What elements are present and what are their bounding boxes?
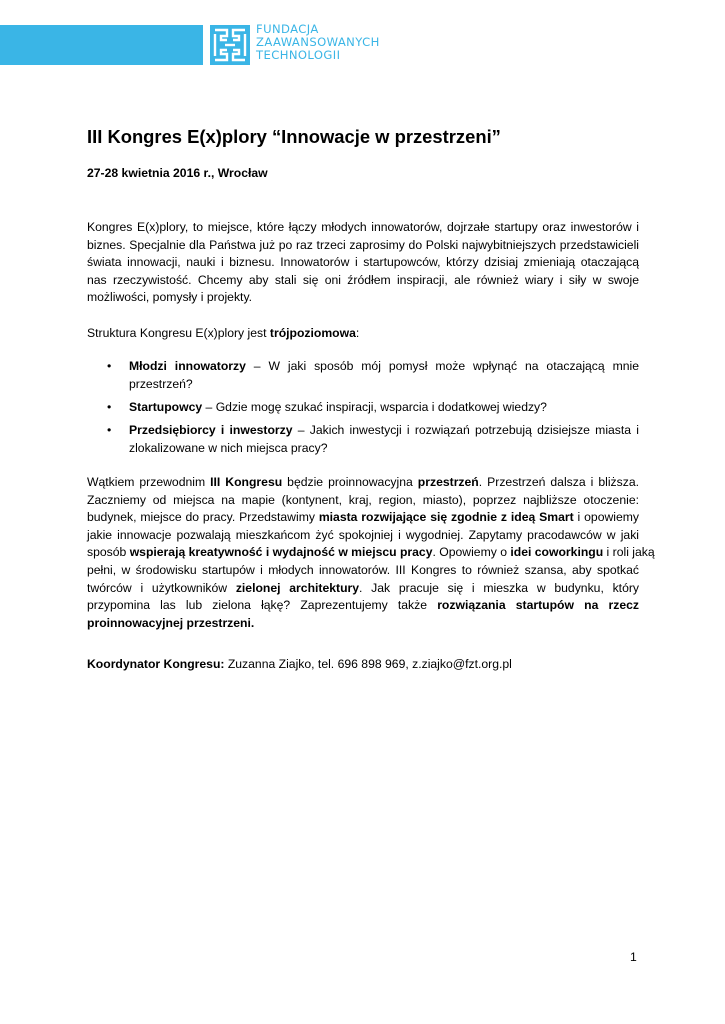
paragraph-line: jakie innowacje pozwalają mieszkańcom żyć spokojniej i wygodniej. Zapytamy pracodawców w jaki [87,527,639,542]
paragraph-line [87,509,639,527]
bold-run: miasta rozwijające się zgodnie z ideą Smart [318,510,574,525]
bold-run: rozwiązania startupów na rzecz [437,598,639,613]
bold-run: idei coworkingu [510,545,604,560]
structure-prefix: Struktura Kongresu E(x)plory jest [87,326,270,340]
text-run: będzie proinnowacyjna [282,475,418,489]
bold-run: III Kongresu [210,475,283,489]
logo-line-3: TECHNOLOGII [256,48,341,62]
text-run: Wątkiem przewodnim [87,475,211,489]
bullet-icon: • [107,400,112,414]
event-date: 27-28 kwietnia 2016 r., Wrocław [87,166,268,180]
list-item [87,399,639,417]
list-item [87,358,639,393]
bullet-text: – W jaki sposób mój pomysł może wpłynąć na otaczającą mnie [245,359,639,373]
theme-paragraph [87,474,655,632]
bold-run: wspierają kreatywność i wydajność w miejscu pracy [129,545,433,560]
bullet-line [129,399,639,417]
structure-bold: trójpoziomowa [269,326,356,340]
logo-wordmark [256,23,380,62]
text-run: i roli jaką [603,545,655,560]
paragraph-line [87,597,639,615]
bullet-icon: • [107,423,112,437]
paragraph-line: pełni, w środowisku startupów i młodych innowatorów. III Kongres to również szansa, aby spotkać [87,562,639,577]
text-run: budynek, miejsce do pracy. Przedstawimy [87,510,319,525]
text-run: i opowiemy [573,510,639,525]
logo-line-2: ZAAWANSOWANYCH [256,35,380,49]
page-number: 1 [630,950,637,964]
bullet-icon: • [107,359,112,373]
intro-line: możliwości, pomysły i projekty. [87,290,253,305]
document-title: III Kongres E(x)plory “Innowacje w przestrzeni” [87,126,501,147]
bullet-text: – Jakich inwestycji i rozwiązań potrzebują dzisiejsze miasta i [292,423,639,437]
coordinator-label: Koordynator Kongresu: [87,657,225,671]
coordinator-contact: Zuzanna Ziajko, tel. 696 898 969, z.ziajko@fzt.org.pl [224,657,512,671]
bold-run: zielonej architektury [235,580,360,595]
structure-paragraph [87,325,639,343]
bullet-line: zlokalizowane w nich miejsca pracy? [129,440,328,455]
fzt-logo-mark-icon [210,25,250,65]
paragraph-line [87,544,655,562]
text-run: . Jak pracuje się i mieszka w budynku, który [359,580,639,595]
paragraph-line [87,474,639,492]
page-header [0,0,725,80]
bullet-line [129,422,639,440]
intro-line: nas rzeczywistość. Chcemy aby stali się oni źródłem inspiracji, ale również wiary i siły w swoje [87,272,639,287]
text-run: twórców i użytkowników [87,580,236,595]
paragraph-line [87,615,639,633]
bold-run: proinnowacyjnej przestrzeni. [87,615,255,630]
coordinator-line [87,656,639,674]
intro-line: Kongres E(x)plory, to miejsce, które łączy młodych innowatorów, dojrzałe startupy oraz inwestorów i [87,220,639,234]
bullet-text: – Gdzie mogę szukać inspiracji, wsparcia i dodatkowej wiedzy? [202,400,547,414]
header-accent-bar [0,25,203,65]
bullet-bold: Młodzi innowatorzy [129,359,246,373]
bullet-bold: Startupowcy [129,400,203,414]
structure-suffix: : [355,326,360,340]
bold-run: przestrzeń [417,475,479,489]
list-item [87,422,639,457]
logo-line-1: FUNDACJA [256,22,319,36]
intro-line: świata innowacji, nauki i biznesu. Innowatorów i startupowców, którzy dzisiaj zmieniają otaczającą [87,255,639,270]
intro-paragraph [87,219,639,307]
bullet-line: przestrzeń? [129,376,193,391]
paragraph-line: Zaczniemy od miejsca na mapie (kontynent, kraj, region, miasto), poprzez najbliższe otoczenie: [87,492,639,507]
text-run: . Przestrzeń dalsza i bliższa. [478,475,639,489]
text-run: . Opowiemy o [432,545,511,560]
text-run: sposób [87,545,130,560]
bullet-bold: Przedsiębiorcy i inwestorzy [129,423,293,437]
intro-line: biznes. Specjalnie dla Państwa już po raz trzeci zaprosimy do Polski najwybitniejszych przedstawicieli [87,237,639,252]
text-run: przypomina las lub zielona łąkę? Zaprezentujemy także [87,598,438,613]
bullet-line [129,358,639,376]
paragraph-line [87,580,639,598]
